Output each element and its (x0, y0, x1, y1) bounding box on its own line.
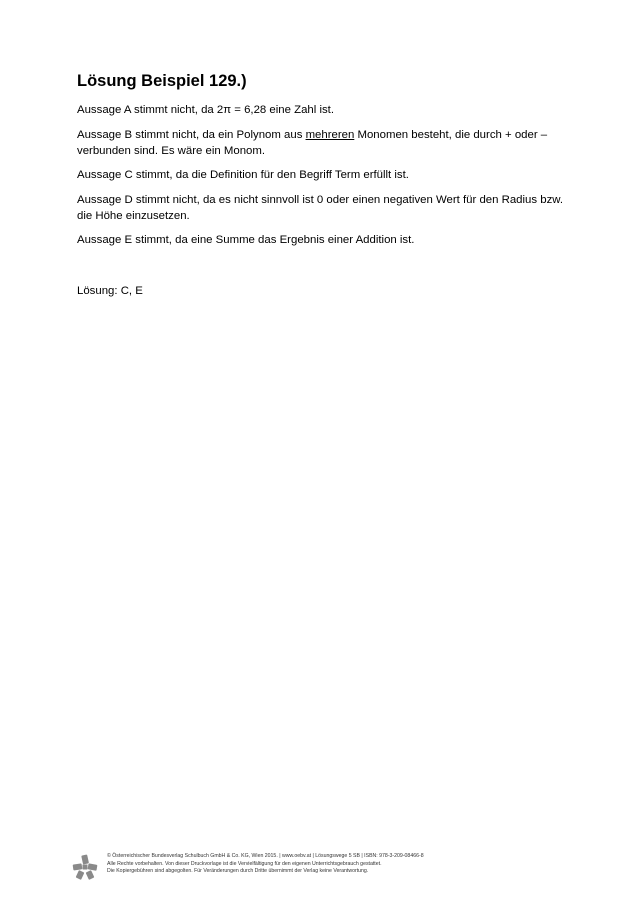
page-title: Lösung Beispiel 129.) (77, 72, 247, 90)
page-footer (72, 852, 592, 882)
copyright-line-1: © Österreichischer Bundesverlag Schulbuch GmbH & Co. KG, Wien 2015. | www.oebv.at | Lösungswege 5 SB | ISBN: 978-3-209-08466-8 (107, 853, 424, 859)
statement-b-text-start: Aussage B stimmt nicht, da ein Polynom aus (77, 129, 306, 141)
publisher-logo-icon (72, 854, 98, 880)
statement-a: Aussage A stimmt nicht, da 2π = 6,28 eine Zahl ist. (77, 104, 335, 116)
copyright-line-3: Die Kopiergebühren sind abgegolten. Für Veränderungen durch Dritte übernimmt der Verlag keine Verantwortung. (107, 868, 369, 875)
statement-b-text-end: Monomen besteht, die durch + oder – verbunden sind. Es wäre ein Monom. (77, 129, 548, 157)
copyright-notice (107, 853, 424, 876)
copyright-line-2: Alle Rechte vorbehalten. Von dieser Druckvorlage ist die Vervielfältigung für den eigenen Unterrichtsgebrauch gestattet. (107, 860, 382, 867)
statement-c: Aussage C stimmt, da die Definition für den Begriff Term erfüllt ist. (77, 169, 409, 181)
statement-b (77, 127, 577, 159)
solution-answer: Lösung: C, E (77, 285, 143, 297)
statement-b-underlined-word: mehreren (305, 129, 355, 141)
statement-d: Aussage D stimmt nicht, da es nicht sinnvoll ist 0 oder einen negativen Wert für den Radius bzw. die Höhe einzusetzen. (77, 194, 564, 222)
statement-e: Aussage E stimmt, da eine Summe das Ergebnis einer Addition ist. (77, 234, 415, 246)
